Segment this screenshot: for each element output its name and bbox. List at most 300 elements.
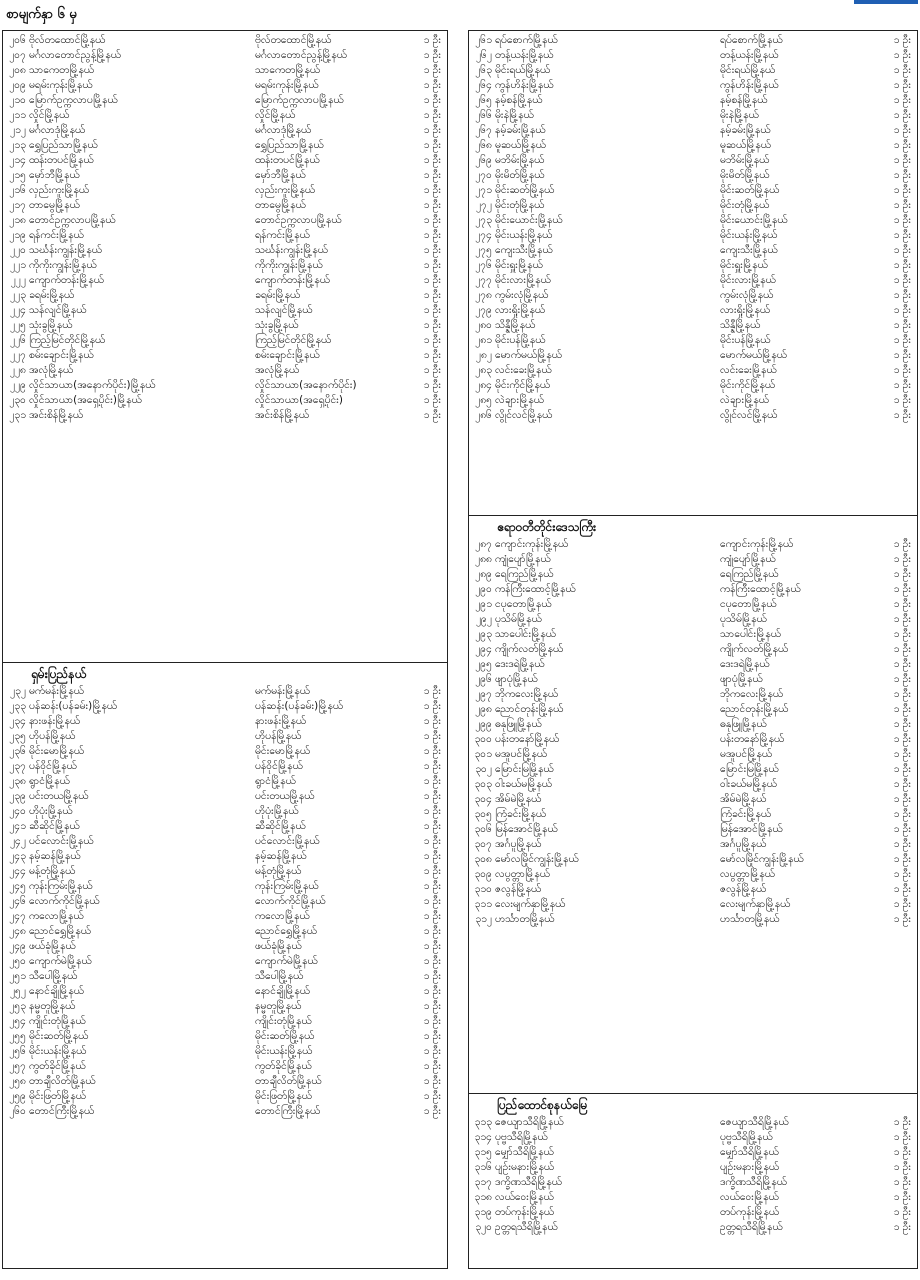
institution-name: ညောင်ရွှေမြို့နယ် [255, 925, 317, 937]
table-row [469, 612, 917, 627]
institution-name: မိုးနဲမြို့နယ် [720, 109, 759, 121]
table-row [469, 378, 917, 393]
table-row [3, 1089, 447, 1104]
office-name: ကွတ်ခိုင်မြို့နယ် [29, 1060, 86, 1072]
count: ၁ ဦး [893, 394, 911, 406]
institution-name: ဆီဆိုင်မြို့နယ် [255, 820, 306, 832]
institution-name: လပွတ္တာမြို့နယ် [720, 868, 775, 880]
row-number: ၃၀၂ [475, 763, 492, 775]
row-number: ၂၈၈ [475, 553, 492, 565]
row-number: ၃၁၉ [474, 1206, 492, 1218]
table-row [3, 1044, 447, 1059]
row-number: ၂၃၇ [9, 760, 26, 772]
table-row [469, 123, 917, 138]
table-row [469, 348, 917, 363]
institution-name: လေးမျက်နှာမြို့နယ် [720, 898, 791, 910]
table-row [469, 153, 917, 168]
row-number: ၂၁၀ [9, 94, 26, 106]
count: ၁ ဦး [423, 835, 441, 847]
row-number: ၂၈၉ [475, 568, 492, 580]
count: ၁ ဦး [893, 538, 911, 550]
row-number: ၂၃၃ [9, 700, 26, 712]
table-row [3, 363, 447, 378]
office-name: မိုင်းဖြတ်မြို့နယ် [29, 1090, 86, 1102]
count: ၁ ဦး [893, 688, 911, 700]
row-number: ၃၀၅ [474, 808, 492, 820]
table-row [3, 984, 447, 999]
table-row [3, 33, 447, 48]
row-number: ၃၂၀ [475, 1221, 492, 1233]
row-number: ၂၃၁ [9, 409, 26, 421]
office-name: ဝါးခယ်မမြို့နယ် [495, 778, 552, 790]
institution-name: ဗိုလ်တထောင်မြို့နယ် [255, 34, 332, 46]
office-name: မိုင်းပန်မြို့နယ် [495, 334, 546, 346]
office-name: အိမ်မဲမြို့နယ် [495, 793, 542, 805]
institution-name: ပန်ဆန်း(ပန်ခမ်း)မြို့နယ် [255, 700, 343, 712]
count: ၁ ဦး [893, 673, 911, 685]
institution-name: သိန္နီမြို့နယ် [720, 319, 761, 331]
institution-name: အိမ်မဲမြို့နယ် [720, 793, 767, 805]
row-number: ၂၅၅ [9, 1030, 26, 1042]
count: ၁ ဦး [423, 970, 441, 982]
institution-name: ကန်ကြီးထောင့်မြို့နယ် [720, 583, 801, 595]
row-number: ၂၉၇ [475, 688, 492, 700]
office-name: မြန်အောင်မြို့နယ် [495, 823, 558, 835]
count: ၁ ဦး [423, 715, 441, 727]
office-name: ကြည့်မြင်တိုင်မြို့နယ် [29, 334, 106, 346]
count: ၁ ဦး [893, 364, 911, 376]
row-number: ၃၀၆ [474, 823, 492, 835]
institution-name: မြန်အောင်မြို့နယ် [720, 823, 783, 835]
institution-name: မိုင်းယောင်းမြို့နယ် [720, 214, 788, 226]
table-row [3, 168, 447, 183]
count: ၁ ဦး [423, 274, 441, 286]
institution-name: ရွာငံမြို့နယ် [255, 775, 296, 787]
rows [469, 33, 917, 423]
institution-name: မိုးမိတ်မြို့နယ် [720, 169, 770, 181]
institution-name: တန့်ယန်းမြို့နယ် [720, 49, 779, 61]
office-name: တောင်ကြီးမြို့နယ် [29, 1105, 95, 1117]
office-name: မော်လမြိုင်ကျွန်းမြို့နယ် [495, 853, 579, 865]
count: ၁ ဦး [423, 229, 441, 241]
office-name: ပန်ဆန်း(ပန်ခမ်း)မြို့နယ် [29, 700, 117, 712]
table-row [3, 228, 447, 243]
row-number: ၂၂၁ [9, 259, 26, 271]
institution-name: မိုင်းယန်းမြို့နယ် [255, 1045, 313, 1057]
institution-name: မော်လမြိုင်ကျွန်းမြို့နယ် [720, 853, 804, 865]
office-name: ကျောက်မဲမြို့နယ် [29, 955, 92, 967]
office-name: မင်္ဂလာဒုံမြို့နယ် [29, 124, 86, 136]
section-title: ဧရာဝတီတိုင်းဒေသကြီး [497, 520, 597, 534]
office-name: ရွာငံမြို့နယ် [29, 775, 70, 787]
top-accent-bar [854, 0, 918, 4]
row-number: ၃၀၄ [474, 793, 492, 805]
table-row [469, 288, 917, 303]
count: ၁ ဦး [893, 124, 911, 136]
row-number: ၂၄၀ [9, 805, 26, 817]
row-number: ၂၆၇ [475, 124, 492, 136]
count: ၁ ဦး [893, 379, 911, 391]
table-row [3, 1029, 447, 1044]
office-name: ညောင်တုန်းမြို့နယ် [495, 703, 564, 715]
count: ၁ ဦး [423, 49, 441, 61]
table-row [469, 567, 917, 582]
table-row [3, 789, 447, 804]
count: ၁ ဦး [893, 658, 911, 670]
institution-name: ဓနုဖြူမြို့နယ် [720, 718, 767, 730]
count: ၁ ဦး [423, 349, 441, 361]
count: ၁ ဦး [893, 598, 911, 610]
table-row [469, 333, 917, 348]
table-row [469, 48, 917, 63]
institution-name: နမ္မတူမြို့နယ် [255, 1000, 302, 1012]
institution-name: ဇေယျာသီရိမြို့နယ် [720, 1116, 789, 1128]
count: ၁ ဦး [423, 319, 441, 331]
table-row [469, 1220, 917, 1235]
count: ၁ ဦး [423, 700, 441, 712]
count: ၁ ဦး [893, 319, 911, 331]
institution-name: ပျဉ်းမနားမြို့နယ် [720, 1161, 779, 1173]
office-name: တောင်ဥက္ကလာပမြို့နယ် [29, 214, 116, 226]
institution-name: ကလောမြို့နယ် [255, 910, 310, 922]
office-name: ဒက္ခိဏသီရိမြို့နယ် [495, 1176, 562, 1188]
office-name: သိန္နီမြို့နယ် [495, 319, 536, 331]
count: ၁ ဦး [423, 1105, 441, 1117]
office-name: ကွမ်းလုံမြို့နယ် [495, 289, 549, 301]
table-row [469, 792, 917, 807]
institution-name: မင်္ဂလာတောင်ညွန့်မြို့နယ် [255, 49, 347, 61]
row-number: ၃၁၀ [474, 883, 492, 895]
office-name: ငပုတောမြို့နယ် [495, 598, 552, 610]
institution-name: မင်္ဂလာဒုံမြို့နယ် [255, 124, 312, 136]
right-section-2 [469, 516, 917, 1094]
row-number: ၃၀၃ [474, 778, 492, 790]
row-number: ၂၁၆ [9, 184, 26, 196]
count: ၁ ဦး [893, 793, 911, 805]
office-name: မက်မန်းမြို့နယ် [29, 685, 84, 697]
row-number: ၂၇၆ [475, 259, 492, 271]
table-row [469, 642, 917, 657]
page-label: စာမျက်နှာ ၆ မှ [6, 7, 77, 22]
row-number: ၃၁၁ [474, 898, 492, 910]
row-number: ၂၃၂ [9, 685, 26, 697]
count: ၁ ဦး [893, 64, 911, 76]
count: ၁ ဦး [893, 334, 911, 346]
institution-name: ဟိုပန်မြို့နယ် [255, 730, 302, 742]
row-number: ၂၂၄ [9, 304, 26, 316]
row-number: ၂၆၈ [475, 139, 492, 151]
row-number: ၂၅၂ [9, 985, 26, 997]
count: ၁ ဦး [893, 823, 911, 835]
institution-name: မန့်တုံမြို့နယ် [255, 865, 302, 877]
count: ၁ ဦး [893, 214, 911, 226]
institution-name: မိုင်းမောမြို့နယ် [255, 745, 310, 757]
row-number: ၂၃၀ [9, 394, 26, 406]
institution-name: ကျောင်းကုန်းမြို့နယ် [720, 538, 794, 550]
row-number: ၂၅၈ [9, 1075, 26, 1087]
row-number: ၂၇၈ [475, 289, 492, 301]
row-number: ၃၀၀ [474, 733, 492, 745]
institution-name: မိုင်းကိုင်မြို့နယ် [720, 379, 776, 391]
count: ၁ ဦး [423, 199, 441, 211]
institution-name: လွိုင်လင်မြို့နယ် [720, 409, 778, 421]
row-number: ၂၁၉ [9, 229, 26, 241]
institution-name: ဖယ်ခုံမြို့နယ် [255, 940, 302, 952]
row-number: ၂၈၇ [475, 538, 492, 550]
table-row [3, 138, 447, 153]
count: ၁ ဦး [893, 274, 911, 286]
row-number: ၂၆၄ [475, 79, 492, 91]
office-name: သုံးခွမြို့နယ် [29, 319, 73, 331]
office-name: အင်္ဂပူမြို့နယ် [495, 838, 542, 850]
count: ၁ ဦး [893, 748, 911, 760]
count: ၁ ဦး [893, 244, 911, 256]
row-number: ၂၈၄ [475, 379, 492, 391]
institution-name: ကုန်းကြမ်းမြို့နယ် [255, 880, 319, 892]
count: ၁ ဦး [893, 763, 911, 775]
table-row [3, 288, 447, 303]
institution-name: သီပေါမြို့နယ် [255, 970, 304, 982]
office-name: မိုင်းဆတ်မြို့နယ် [29, 1030, 89, 1042]
institution-name: လှိုင်မြို့နယ် [255, 109, 296, 121]
office-name: နောင်ချိုမြို့နယ် [29, 985, 84, 997]
count: ၁ ဦး [423, 1060, 441, 1072]
institution-name: ထန်းတပင်မြို့နယ် [255, 154, 320, 166]
institution-name: ခရမ်းမြို့နယ် [255, 289, 301, 301]
office-name: ရွှေပြည်သာမြို့နယ် [29, 139, 98, 151]
institution-name: ဘိုကလေးမြို့နယ် [720, 688, 783, 700]
row-number: ၂၂၈ [9, 364, 26, 376]
office-name: ရပ်စောက်မြို့နယ် [495, 34, 558, 46]
institution-name: ကွတ်ခိုင်မြို့နယ် [255, 1060, 312, 1072]
rows [3, 33, 447, 423]
institution-name: မိုင်းဆတ်မြို့နယ် [255, 1030, 315, 1042]
table-row [469, 672, 917, 687]
row-number: ၂၂၆ [9, 334, 26, 346]
table-row [469, 243, 917, 258]
table-row [469, 777, 917, 792]
office-name: မိုင်းလားမြို့နယ် [495, 274, 551, 286]
office-name: လပွတ္တာမြို့နယ် [495, 868, 550, 880]
row-number: ၂၁၄ [9, 154, 26, 166]
institution-name: ကျေးသီးမြို့နယ် [720, 244, 778, 256]
count: ၁ ဦး [893, 583, 911, 595]
office-name: နမ့်စန်မြို့နယ် [495, 94, 543, 106]
office-name: တာချီလိတ်မြို့နယ် [29, 1075, 96, 1087]
count: ၁ ဦး [893, 733, 911, 745]
table-row [469, 822, 917, 837]
left-section-1 [3, 31, 447, 663]
table-row [469, 63, 917, 78]
row-number: ၂၈၀ [475, 319, 492, 331]
table-row [469, 198, 917, 213]
count: ၁ ဦး [423, 94, 441, 106]
count: ၁ ဦး [423, 394, 441, 406]
table-row [469, 1205, 917, 1220]
institution-name: ကြံခင်းမြို့နယ် [720, 808, 771, 820]
institution-name: လောက်ကိုင်မြို့နယ် [255, 895, 326, 907]
table-row [3, 729, 447, 744]
count: ၁ ဦး [893, 1176, 911, 1188]
count: ၁ ဦး [423, 124, 441, 136]
table-row [3, 348, 447, 363]
count: ၁ ဦး [423, 289, 441, 301]
row-number: ၂၅၁ [9, 970, 26, 982]
row-number: ၂၉၄ [475, 643, 492, 655]
count: ၁ ဦး [423, 34, 441, 46]
table-row [469, 408, 917, 423]
row-number: ၂၄၃ [9, 850, 26, 862]
table-row [469, 393, 917, 408]
office-name: မရမ်းကုန်းမြို့နယ် [29, 79, 93, 91]
institution-name: မိုင်းယန်းမြို့နယ် [720, 229, 778, 241]
count: ၁ ဦး [423, 1090, 441, 1102]
institution-name: ဟိုပုံးမြို့နယ် [255, 805, 299, 817]
table-row [3, 699, 447, 714]
table-row [3, 744, 447, 759]
rows [3, 684, 447, 1119]
row-number: ၂၄၄ [9, 865, 26, 877]
table-row [469, 702, 917, 717]
count: ၁ ဦး [423, 745, 441, 757]
count: ၁ ဦး [893, 1206, 911, 1218]
institution-name: တောင်ဥက္ကလာပမြို့နယ် [255, 214, 342, 226]
table-row [469, 258, 917, 273]
row-number: ၂၉၁ [475, 598, 492, 610]
table-row [3, 1014, 447, 1029]
table-row [3, 759, 447, 774]
row-number: ၂၁၁ [9, 109, 26, 121]
institution-name: တာချီလိတ်မြို့နယ် [255, 1075, 322, 1087]
row-number: ၂၄၆ [9, 895, 26, 907]
table-row [469, 168, 917, 183]
count: ၁ ဦး [423, 139, 441, 151]
count: ၁ ဦး [893, 853, 911, 865]
office-name: မြောင်းမြမြို့နယ် [495, 763, 554, 775]
count: ၁ ဦး [893, 184, 911, 196]
office-name: မိုင်းမောမြို့နယ် [29, 745, 84, 757]
row-number: ၂၆၃ [475, 64, 492, 76]
office-name: နမ့်ဆန်မြို့နယ် [29, 850, 81, 862]
count: ၁ ဦး [893, 778, 911, 790]
table-row [469, 273, 917, 288]
office-name: သီပေါမြို့နယ် [29, 970, 78, 982]
table-row [469, 687, 917, 702]
office-name: လယ်ဝေးမြို့နယ် [495, 1191, 554, 1203]
table-row [3, 393, 447, 408]
row-number: ၂၉၂ [475, 613, 492, 625]
row-number: ၂၈၃ [475, 364, 492, 376]
office-name: ဇေယျာသီရိမြို့နယ် [495, 1116, 564, 1128]
table-row [3, 1104, 447, 1119]
row-number: ၂၁၃ [9, 139, 26, 151]
table-row [469, 93, 917, 108]
institution-name: ငပုတောမြို့နယ် [720, 598, 777, 610]
office-name: ကျိုင်းတုံမြို့နယ် [29, 1015, 86, 1027]
office-name: လှည်းကူးမြို့နယ် [29, 184, 89, 196]
institution-name: ရန်ကင်းမြို့နယ် [255, 229, 310, 241]
office-name: မိုင်းကိုင်မြို့နယ် [495, 379, 551, 391]
table-row [469, 552, 917, 567]
row-number: ၂၅၉ [9, 1090, 26, 1102]
table-row [3, 954, 447, 969]
table-row [469, 1145, 917, 1160]
count: ၁ ဦး [423, 775, 441, 787]
office-name: ဒေးဒရဲမြို့နယ် [495, 658, 545, 670]
institution-name: မှော်ဘီမြို့နယ် [255, 169, 306, 181]
office-name: လွိုင်လင်မြို့နယ် [495, 409, 553, 421]
count: ၁ ဦး [893, 613, 911, 625]
count: ၁ ဦး [423, 895, 441, 907]
count: ၁ ဦး [893, 304, 911, 316]
row-number: ၂၇၀ [475, 169, 492, 181]
table-row [3, 243, 447, 258]
row-number: ၃၀၉ [474, 868, 492, 880]
row-number: ၂၆၆ [475, 109, 492, 121]
table-row [3, 804, 447, 819]
institution-name: နမ့်ဆန်မြို့နယ် [255, 850, 307, 862]
institution-name: နမ့်ခမ်းမြို့နယ် [720, 124, 771, 136]
count: ၁ ဦး [423, 730, 441, 742]
institution-name: အင်းစိန်မြို့နယ် [255, 409, 309, 421]
count: ၁ ဦး [893, 79, 911, 91]
office-name: သင်္ဃန်းကျွန်းမြို့နယ် [29, 244, 102, 256]
row-number: ၂၃၄ [9, 715, 26, 727]
table-row [3, 153, 447, 168]
institution-name: ရွှေပြည်သာမြို့နယ် [255, 139, 324, 151]
count: ၁ ဦး [893, 643, 911, 655]
institution-name: ကျောက်မဲမြို့နယ် [255, 955, 318, 967]
count: ၁ ဦး [423, 985, 441, 997]
row-number: ၃၁၈ [474, 1191, 492, 1203]
institution-name: ညောင်တုန်းမြို့နယ် [720, 703, 789, 715]
row-number: ၂၂၀ [9, 244, 26, 256]
institution-name: လှိုင်သာယာ(အနောက်ပိုင်း) [255, 379, 357, 391]
left-section-2 [3, 663, 447, 1119]
count: ၁ ဦး [423, 880, 441, 892]
institution-name: သာကေတမြို့နယ် [255, 64, 320, 76]
institution-name: မြောင်းမြမြို့နယ် [720, 763, 779, 775]
row-number: ၂၃၅ [9, 730, 26, 742]
table-row [469, 1130, 917, 1145]
institution-name: ဟင်္သာတမြို့နယ် [720, 913, 780, 925]
count: ၁ ဦး [893, 289, 911, 301]
count: ၁ ဦး [423, 214, 441, 226]
row-number: ၂၀၇ [9, 49, 26, 61]
row-number: ၃၀၁ [474, 748, 492, 760]
office-name: လားရှိုးမြို့နယ် [495, 304, 546, 316]
office-name: ရေကြည်မြို့နယ် [495, 568, 554, 580]
count: ၁ ဦး [423, 259, 441, 271]
right-column-table [468, 30, 918, 1269]
office-name: လောက်ကိုင်မြို့နယ် [29, 895, 100, 907]
table-row [469, 183, 917, 198]
table-row [469, 747, 917, 762]
institution-name: မြောက်ဥက္ကလာပမြို့နယ် [255, 94, 344, 106]
office-name: အလုံမြို့နယ် [29, 364, 74, 376]
count: ၁ ဦး [893, 229, 911, 241]
count: ၁ ဦး [423, 805, 441, 817]
institution-name: မူဆယ်မြို့နယ် [720, 139, 771, 151]
count: ၁ ဦး [423, 955, 441, 967]
table-row [3, 924, 447, 939]
table-row [3, 849, 447, 864]
office-name: ကလောမြို့နယ် [29, 910, 84, 922]
count: ၁ ဦး [423, 1075, 441, 1087]
row-number: ၃၀၈ [474, 853, 492, 865]
table-row [469, 363, 917, 378]
row-number: ၂၁၅ [9, 169, 26, 181]
